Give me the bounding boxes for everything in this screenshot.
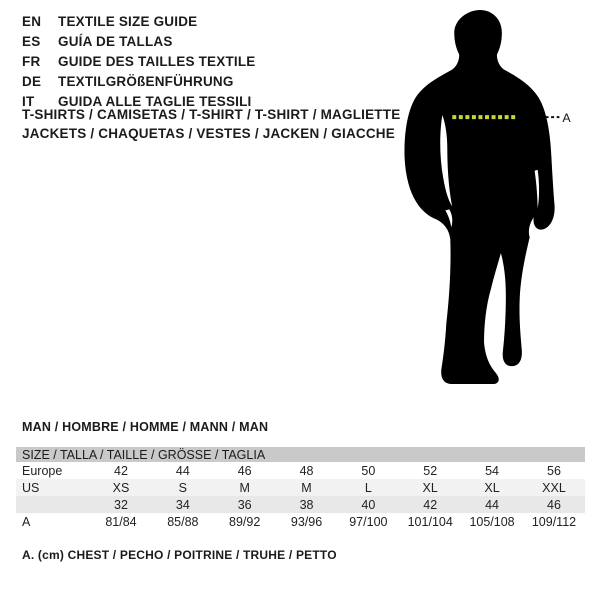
size-table-header: SIZE / TALLA / TAILLE / GRÖSSE / TAGLIA [16, 447, 585, 462]
size-cell: 44 [485, 497, 499, 512]
size-cell: M [239, 480, 250, 495]
size-cell: 56 [547, 463, 561, 478]
size-cell: 44 [175, 463, 190, 478]
language-list [22, 11, 256, 111]
language-label: GUIDE DES TAILLES TEXTILE [58, 53, 256, 69]
size-cell: 46 [237, 463, 252, 478]
size-table-row-a [16, 513, 585, 530]
language-code: EN [22, 13, 42, 29]
language-row-en [22, 11, 256, 31]
size-cell: 38 [299, 497, 314, 512]
size-cell: 36 [237, 497, 252, 512]
language-row-es [22, 31, 256, 51]
measure-footnote: A. (cm) CHEST / PECHO / POITRINE / TRUHE / PETTO [22, 548, 337, 562]
size-cell: 50 [361, 463, 376, 478]
size-cell: 97/100 [349, 514, 388, 529]
size-cell: 52 [423, 463, 438, 478]
language-label: TEXTILGRÖßENFÜHRUNG [58, 73, 234, 89]
size-cell: S [178, 480, 187, 495]
size-cell: XXL [542, 480, 566, 495]
size-table [16, 447, 585, 530]
language-label: GUIDA ALLE TAGLIE TESSILI [58, 93, 252, 109]
size-cell: 105/108 [469, 514, 515, 529]
man-silhouette-svg [400, 8, 575, 390]
language-code: DE [22, 73, 42, 89]
size-cell: XL [484, 480, 500, 495]
size-cell: 46 [547, 497, 561, 512]
size-cell: XL [422, 480, 438, 495]
size-cell: 81/84 [105, 514, 137, 529]
size-cell: 101/104 [407, 514, 453, 529]
size-cell: 42 [423, 497, 438, 512]
size-cell: 34 [175, 497, 190, 512]
size-cell: L [364, 480, 372, 495]
language-code: ES [22, 33, 41, 49]
size-cell: 54 [485, 463, 499, 478]
size-cell: 85/88 [167, 514, 199, 529]
size-cell: 40 [361, 497, 376, 512]
size-cell: 42 [114, 463, 128, 478]
language-row-fr [22, 51, 256, 71]
row-label: Europe [22, 463, 63, 478]
size-cell: M [301, 480, 312, 495]
category-line-0: T-SHIRTS / CAMISETAS / T-SHIRT / T-SHIRT / MAGLIETTE [22, 107, 401, 122]
category-list [22, 107, 400, 145]
language-row-de [22, 71, 256, 91]
section-title-man: MAN / HOMBRE / HOMME / MANN / MAN [22, 420, 269, 434]
category-line-1: JACKETS / CHAQUETAS / VESTES / JACKEN / GIACCHE [22, 126, 395, 141]
language-label: GUÍA DE TALLAS [58, 33, 173, 49]
size-cell: XS [112, 480, 130, 495]
size-cell: 93/96 [290, 514, 323, 529]
size-cell: 109/112 [531, 514, 577, 529]
size-cell: 32 [114, 497, 128, 512]
row-label [16, 496, 90, 513]
row-label: A [22, 514, 31, 529]
language-label: TEXTILE SIZE GUIDE [58, 13, 198, 29]
measure-label-a: A [562, 111, 571, 126]
size-table-row-europe [16, 462, 585, 479]
size-cell: 48 [299, 463, 314, 478]
size-table-row-2 [16, 496, 585, 513]
size-table-row-us [16, 479, 585, 496]
man-silhouette-figure [400, 8, 575, 390]
size-cell: 89/92 [229, 514, 261, 529]
row-label: US [22, 480, 40, 495]
size-table-header-row [16, 447, 585, 462]
language-code: IT [22, 93, 35, 109]
man-silhouette-body [404, 10, 554, 384]
language-code: FR [22, 53, 41, 69]
